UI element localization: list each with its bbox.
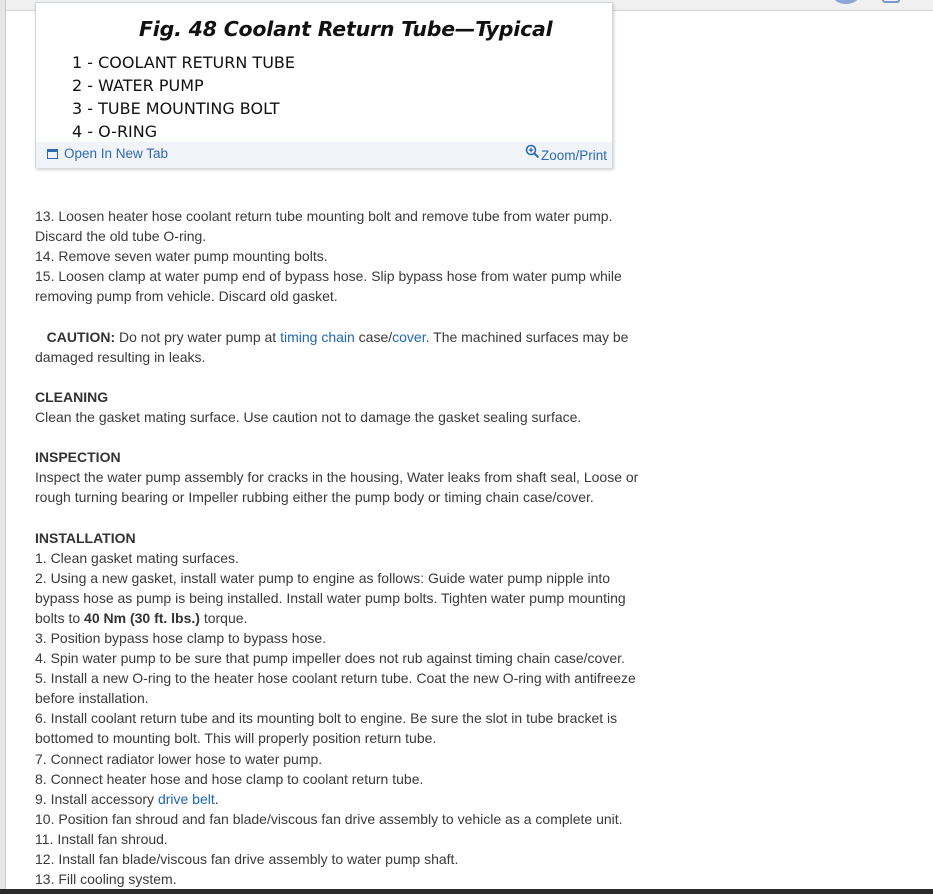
installation-step: 7. Connect radiator lower hose to water pump. <box>35 750 323 767</box>
caution-note-line2: damaged resulting in leaks. <box>35 348 206 365</box>
cleaning-heading-text: CLEANING <box>35 388 109 405</box>
open-in-new-tab-link[interactable] <box>47 146 168 161</box>
legend-item: 1 - COOLANT RETURN TUBE <box>72 53 295 72</box>
spacer <box>35 427 675 447</box>
removal-step: 14. Remove seven water pump mounting bolts. <box>35 248 328 265</box>
installation-step: 4. Spin water pump to be sure that pump impeller does not rub against timing chain case/cover. <box>35 650 625 667</box>
legend-item: 2 - WATER PUMP <box>72 76 204 95</box>
installation-step: 5. Install a new O-ring to the heater hose coolant return tube. Coat the new O-ring with antifreeze <box>35 670 636 687</box>
open-in-new-tab-label: Open In New Tab <box>64 146 169 161</box>
spacer <box>35 306 675 326</box>
installation-step <box>35 608 675 628</box>
legend-item: 4 - O-RING <box>72 122 158 141</box>
cleaning-heading <box>35 387 675 407</box>
user-avatar-icon[interactable] <box>832 0 860 4</box>
installation-step: bypass hose as pump is being installed. Install water pump bolts. Tighten water pump mounting <box>35 589 626 606</box>
new-tab-icon <box>47 149 58 159</box>
installation-step <box>35 789 675 809</box>
installation-step: 3. Position bypass hose clamp to bypass hose. <box>35 629 327 646</box>
removal-step: Discard the old tube O-ring. <box>35 228 207 245</box>
figure-card <box>35 2 613 168</box>
step-text: torque. <box>199 609 248 626</box>
figure-footer <box>36 142 612 168</box>
left-window-edge <box>0 0 6 894</box>
installation-step: 10. Position fan shroud and fan blade/viscous fan drive assembly to vehicle as a complete unit. <box>35 810 623 827</box>
zoom-print-link[interactable] <box>525 144 607 163</box>
removal-step: removing pump from vehicle. Discard old gasket. <box>35 288 338 305</box>
figure-title: Fig. 48 Coolant Return Tube—Typical <box>139 17 553 41</box>
inspection-heading-text: INSPECTION <box>35 449 121 466</box>
cover-link[interactable]: cover <box>392 328 426 345</box>
inspection-text: Inspect the water pump assembly for cracks in the housing, Water leaks from shaft seal, Loose or <box>35 469 639 486</box>
caution-text: . The machined surfaces may be <box>425 328 629 345</box>
removal-step: 13. Loosen heater hose coolant return tube mounting bolt and remove tube from water pump. <box>35 208 613 224</box>
installation-step: bottomed to mounting bolt. This will properly position return tube. <box>35 730 437 747</box>
bottom-window-edge <box>0 889 933 894</box>
inbox-icon[interactable] <box>882 0 900 3</box>
legend-item: 3 - TUBE MOUNTING BOLT <box>72 99 280 118</box>
step-text: bolts to <box>35 609 85 626</box>
caution-label: CAUTION: <box>46 328 116 345</box>
step-text: . <box>214 790 219 807</box>
zoom-print-label: Zoom/Print <box>540 148 607 163</box>
installation-heading-text: INSTALLATION <box>35 529 136 546</box>
spacer <box>35 367 675 387</box>
caution-note <box>35 327 675 347</box>
installation-step: 11. Install fan shroud. <box>35 830 168 847</box>
spacer <box>35 507 675 527</box>
installation-step: 8. Connect heater hose and hose clamp to coolant return tube. <box>35 770 424 787</box>
caution-text: case/ <box>354 328 393 345</box>
removal-step: 15. Loosen clamp at water pump end of bypass hose. Slip bypass hose from water pump while <box>35 268 622 285</box>
figure-legend <box>72 51 295 143</box>
step-text: 9. Install accessory <box>35 790 158 807</box>
installation-step: 2. Using a new gasket, install water pump to engine as follows: Guide water pump nipple into <box>35 569 611 586</box>
torque-value: 40 Nm (30 ft. lbs.) <box>84 609 200 626</box>
inspection-heading <box>35 447 675 467</box>
procedure-content <box>35 206 675 889</box>
installation-step: 13. Fill cooling system. <box>35 871 177 888</box>
drive-belt-link[interactable]: drive belt <box>157 790 215 807</box>
zoom-icon <box>525 144 540 159</box>
cleaning-text: Clean the gasket mating surface. Use caution not to damage the gasket sealing surface. <box>35 408 582 425</box>
timing-chain-link[interactable]: timing chain <box>280 328 355 345</box>
installation-heading <box>35 528 675 548</box>
installation-step: 1. Clean gasket mating surfaces. <box>35 549 239 566</box>
installation-step: 12. Install fan blade/viscous fan drive assembly to water pump shaft. <box>35 851 459 867</box>
inspection-text: rough turning bearing or Impeller rubbing either the pump body or timing chain case/cover. <box>35 489 594 506</box>
installation-step: 6. Install coolant return tube and its mounting bolt to engine. Be sure the slot in tube bracket is <box>35 710 618 727</box>
installation-step: before installation. <box>35 690 149 707</box>
caution-text: Do not pry water pump at <box>115 328 281 345</box>
